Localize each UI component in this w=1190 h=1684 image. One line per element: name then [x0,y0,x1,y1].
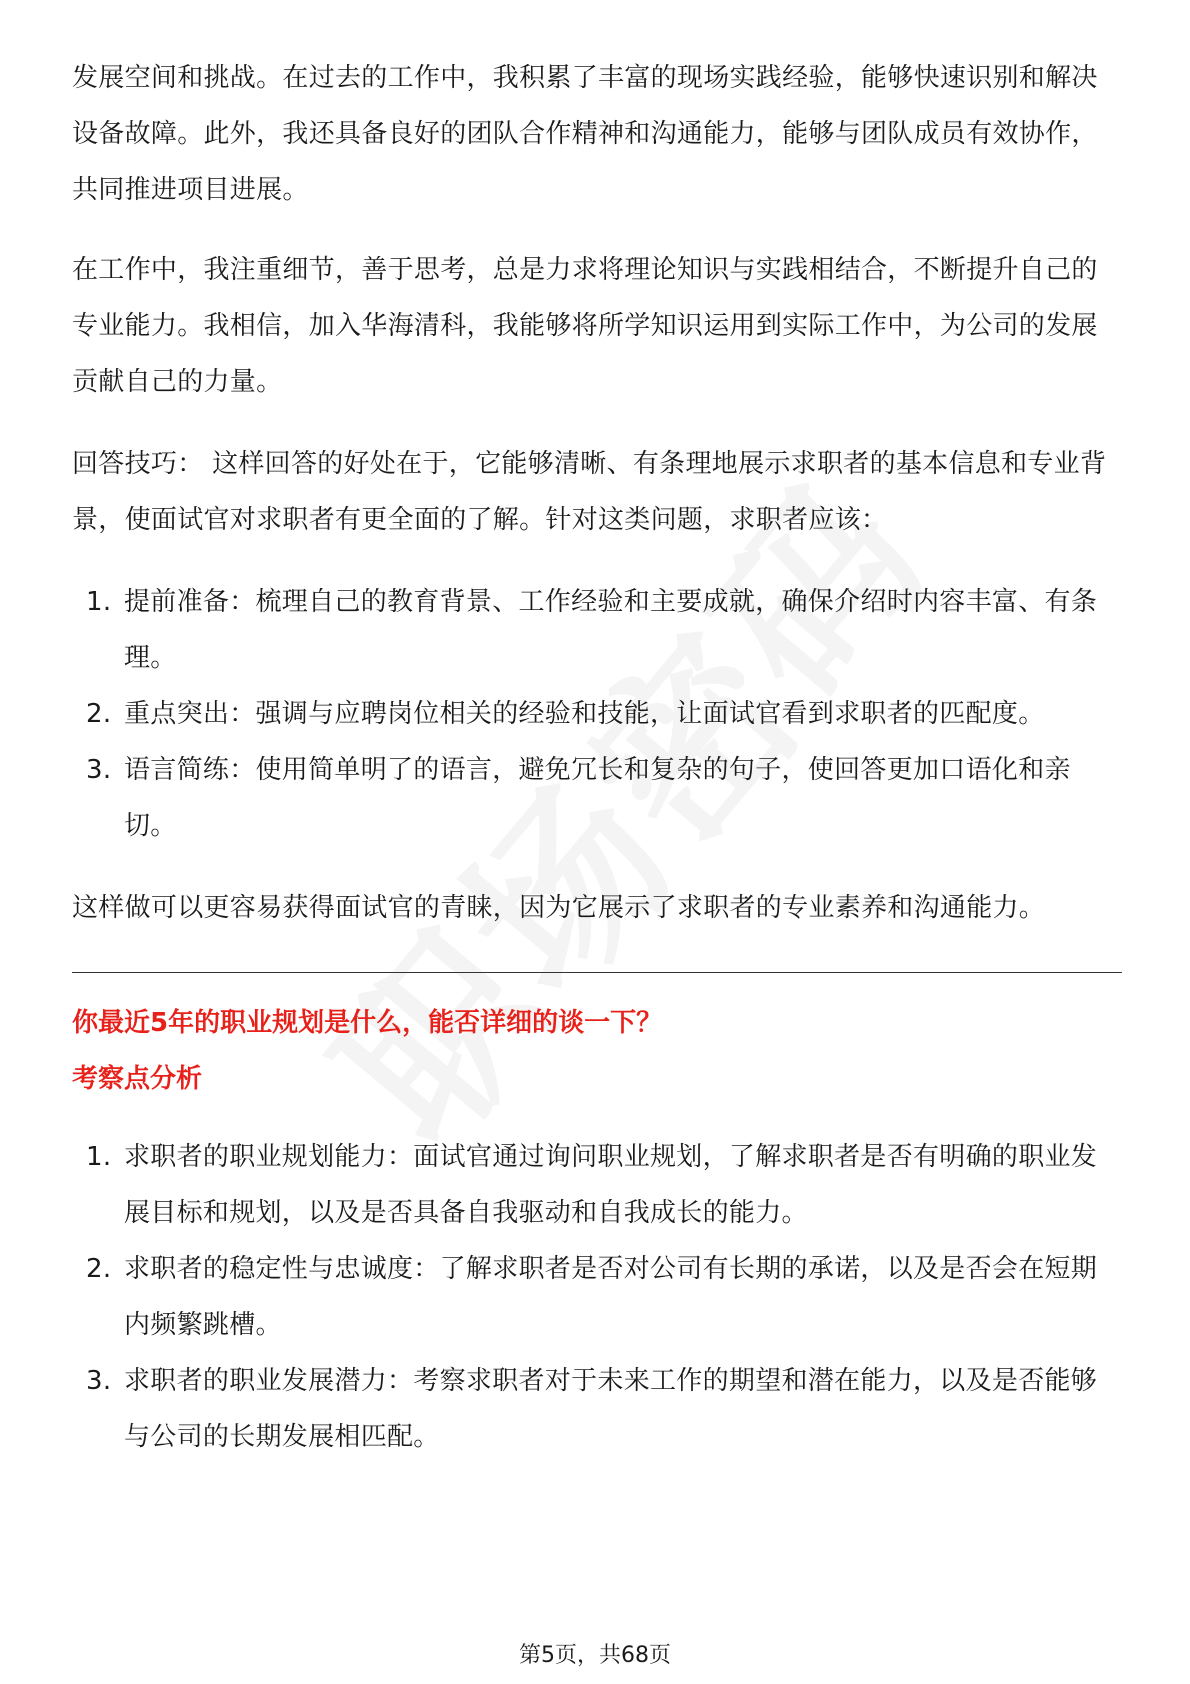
list-number: 1. [86,587,112,617]
paragraph-attitude: 在工作中，我注重细节，善于思考，总是力求将理论知识与实践相结合，不断提升自己的专业能力。我相信，加入华海清科，我能够将所学知识运用到实际工作中，为公司的发展贡献自己的力量。 [72,255,1098,397]
paragraph-closing: 这样做可以更容易获得面试官的青睐，因为它展示了求职者的专业素养和沟通能力。 [72,893,1046,923]
list-text: 重点突出：强调与应聘岗位相关的经验和技能，让面试官看到求职者的匹配度。 [124,699,1045,729]
list-item [72,1129,1122,1241]
list-number: 2. [86,699,112,729]
list-number: 2. [86,1254,112,1284]
list-item [72,686,1122,742]
list-text: 求职者的职业规划能力：面试官通过询问职业规划，了解求职者是否有明确的职业发展目标和规划，以及是否具备自我驱动和自我成长的能力。 [124,1142,1098,1228]
list-text: 语言简练：使用简单明了的语言，避免冗长和复杂的句子，使回答更加口语化和亲切。 [124,755,1071,841]
list-number: 3. [86,1366,112,1396]
list-text: 求职者的稳定性与忠诚度：了解求职者是否对公司有长期的承诺，以及是否会在短期内频繁跳槽。 [124,1254,1098,1340]
list-item [72,1241,1122,1353]
list-number: 1. [86,1142,112,1172]
list-text: 求职者的职业发展潜力：考察求职者对于未来工作的期望和潜在能力，以及是否能够与公司的长期发展相匹配。 [124,1366,1098,1452]
list-number: 3. [86,755,112,785]
paragraph-experience: 发展空间和挑战。在过去的工作中，我积累了丰富的现场实践经验，能够快速识别和解决设备故障。此外，我还具备良好的团队合作精神和沟通能力，能够与团队成员有效协作，共同推进项目进展。 [72,63,1098,205]
tips-list [72,574,1122,854]
list-item [72,1353,1122,1465]
analysis-list [72,1129,1122,1465]
analysis-heading: 考察点分析 [72,1064,203,1094]
list-item [72,742,1122,854]
question-heading: 你最近5年的职业规划是什么，能否详细的谈一下？ [72,1008,663,1038]
list-text: 提前准备：梳理自己的教育背景、工作经验和主要成就，确保介绍时内容丰富、有条理。 [124,587,1098,673]
paragraph-answer-tips: 回答技巧： 这样回答的好处在于，它能够清晰、有条理地展示求职者的基本信息和专业背景，使面试官对求职者有更全面的了解。针对这类问题，求职者应该： [72,449,1107,535]
page-number: 第5页，共68页 [519,1643,671,1668]
page-content [72,50,1122,1491]
list-item [72,574,1122,686]
section-divider [72,972,1122,973]
